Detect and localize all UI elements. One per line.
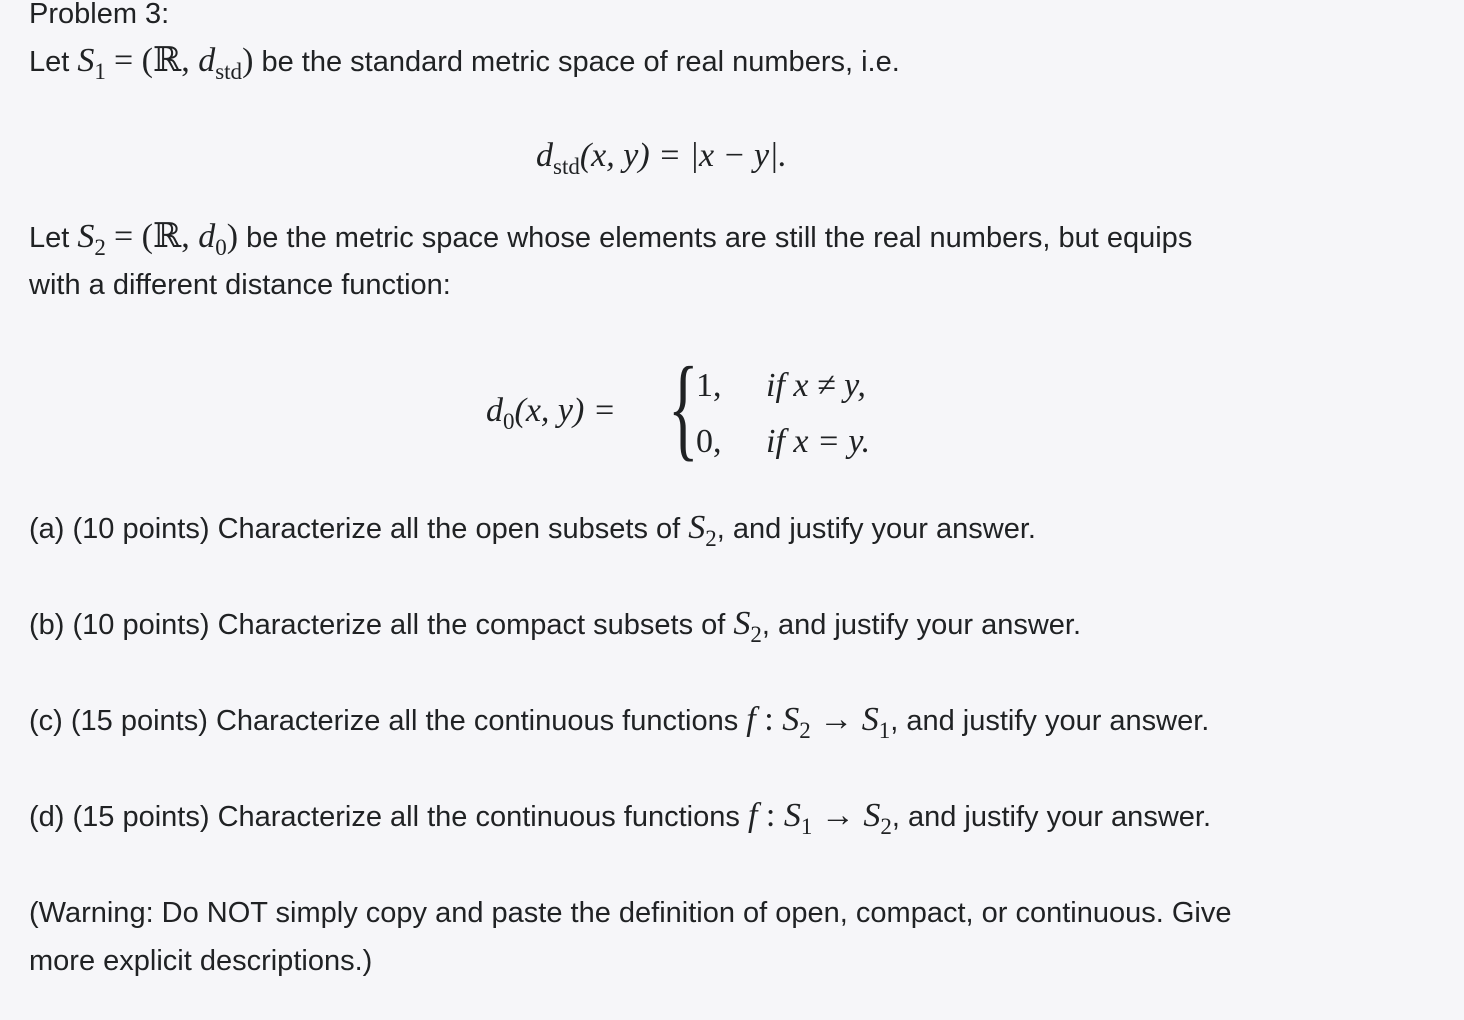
second-let: Let: [29, 222, 70, 254]
part-c-to-sub: 1: [878, 718, 891, 743]
part-c-f: f: [746, 701, 756, 738]
warning-line-1: (Warning: Do NOT simply copy and paste the definition of open, compact, or continuous. Give: [29, 897, 1232, 929]
second-def-line: [29, 218, 1193, 260]
part-a-subscript: 2: [705, 526, 717, 551]
part-a-prefix: (a) (10 points) Characterize all the open subsets of: [29, 513, 689, 545]
case1-value: 1,: [696, 367, 722, 404]
part-d-suffix: , and justify your answer.: [891, 801, 1211, 833]
part-c-from-sub: 2: [799, 718, 811, 743]
problem-title: Problem 3:: [29, 0, 170, 30]
part-d-colon: :: [757, 797, 784, 834]
s1-subscript: 1: [94, 59, 106, 84]
eq2-sub: 0: [503, 409, 515, 434]
second-text: be the metric space whose elements are still the real numbers, but equips: [238, 222, 1193, 254]
part-c-arrow: →: [810, 701, 862, 738]
s2-symbol: S: [77, 218, 95, 255]
part-d-f: f: [747, 797, 758, 834]
part-c-from: S: [782, 701, 800, 738]
case-row-1-condition: if x ≠ y,: [766, 367, 866, 404]
equation-dstd: [536, 137, 787, 179]
part-d: [29, 797, 1211, 839]
part-b-prefix: (b) (10 points) Characterize all the compact subsets of: [29, 609, 734, 641]
d0-symbol: d: [198, 218, 216, 255]
part-c-prefix: (c) (15 points) Characterize all the continuous functions: [29, 705, 747, 737]
part-d-to: S: [863, 797, 881, 834]
part-d-from-sub: 1: [800, 814, 813, 839]
d0-subscript: 0: [215, 235, 227, 260]
eq2-d: d: [486, 392, 503, 429]
case-row-2-condition: if x = y.: [766, 423, 871, 460]
second-def-line-2: with a different distance function:: [29, 269, 451, 301]
intro-let: Let: [29, 46, 70, 78]
s1-symbol: S: [77, 42, 95, 79]
s2-definition: = (ℝ,: [113, 218, 199, 255]
part-b: [29, 605, 1082, 647]
part-d-from: S: [783, 797, 801, 834]
part-c-to: S: [861, 701, 879, 738]
part-d-to-sub: 2: [880, 814, 892, 839]
eq2-lhs-rest: (x, y) =: [514, 392, 616, 429]
warning-line-2: more explicit descriptions.): [29, 945, 373, 977]
s1-definition: = (ℝ,: [113, 42, 199, 79]
close-paren: ): [242, 42, 254, 79]
part-d-prefix: (d) (15 points) Characterize all the continuous functions: [29, 801, 748, 833]
part-b-symbol: S: [733, 605, 751, 642]
intro-line: [29, 42, 900, 84]
intro-text: be the standard metric space of real numbers, i.e.: [253, 46, 900, 78]
case2-value: 0,: [696, 423, 722, 460]
d-symbol: d: [198, 42, 216, 79]
eq1-sub: std: [553, 154, 580, 179]
part-d-arrow: →: [812, 797, 864, 834]
case-row-2: [696, 422, 722, 462]
eq1-body: (x, y) = |x − y|.: [579, 137, 787, 174]
part-c-colon: :: [755, 701, 783, 738]
part-a-symbol: S: [688, 509, 706, 546]
equation-d0-lhs: [486, 392, 616, 434]
d-std-subscript: std: [215, 59, 243, 84]
part-a: [29, 509, 1036, 551]
part-a-suffix: , and justify your answer.: [716, 513, 1036, 545]
eq1-d: d: [536, 137, 553, 174]
cases-brace: {: [668, 344, 699, 472]
part-b-suffix: , and justify your answer.: [761, 609, 1082, 641]
part-b-subscript: 2: [750, 622, 762, 647]
part-c-suffix: , and justify your answer.: [890, 705, 1210, 737]
part-c: [29, 701, 1210, 743]
case-row-1: [696, 366, 722, 406]
s2-subscript: 2: [94, 235, 106, 260]
close-paren-2: ): [226, 218, 239, 255]
